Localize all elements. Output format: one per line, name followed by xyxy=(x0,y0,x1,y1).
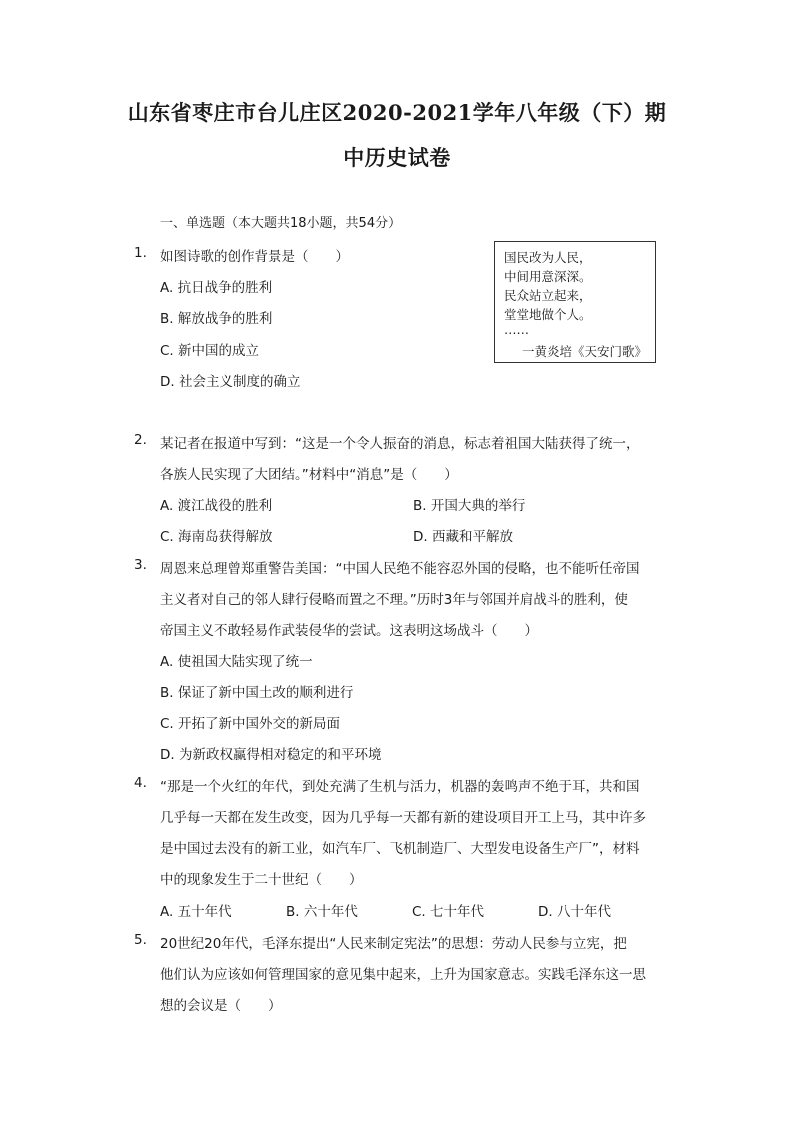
option-d[interactable]: D. 西藏和平解放 xyxy=(413,529,513,545)
option-b[interactable]: B. 开国大典的举行 xyxy=(413,498,526,514)
poem-figure xyxy=(494,241,656,363)
question-stem: 帝国主义不敢轻易作武装侵华的尝试。这表明这场战斗（ ） xyxy=(160,623,538,639)
question-number: 2. xyxy=(134,432,147,448)
option-d[interactable]: D. 为新政权赢得相对稳定的和平环境 xyxy=(160,747,382,763)
poem-line: 国民改为人民， xyxy=(504,250,592,265)
poem-source: 一黄炎培《天安门歌》 xyxy=(521,344,647,359)
question-stem: “那是一个火红的年代，到处充满了生机与活力，机器的轰鸣声不绝于耳，共和国 xyxy=(160,779,640,795)
option-a[interactable]: A. 渡江战役的胜利 xyxy=(160,498,273,514)
question-stem: 各族人民实现了大团结。”材料中“消息”是（ ） xyxy=(160,467,458,483)
question-number: 3. xyxy=(134,557,147,573)
option-a[interactable]: A. 抗日战争的胜利 xyxy=(160,280,273,296)
question-stem: 20世纪20年代，毛泽东提出“人民来制定宪法”的思想：劳动人民参与立宪，把 xyxy=(160,936,627,952)
question-stem: 如图诗歌的创作背景是（ ） xyxy=(160,249,349,265)
poem-line: 民众站立起来， xyxy=(504,288,592,303)
option-c[interactable]: C. 七十年代 xyxy=(412,904,485,920)
question-stem: 某记者在报道中写到：“这是一个令人振奋的消息，标志着祖国大陆获得了统一， xyxy=(160,436,640,452)
question-stem: 他们认为应该如何管理国家的意见集中起来，上升为国家意志。实践毛泽东这一思 xyxy=(160,967,646,983)
option-a[interactable]: A. 使祖国大陆实现了统一 xyxy=(160,654,313,670)
option-b[interactable]: B. 六十年代 xyxy=(286,904,358,920)
poem-line: 堂堂地做个人。 xyxy=(504,307,592,322)
option-b[interactable]: B. 解放战争的胜利 xyxy=(160,311,273,327)
question-stem: 周恩来总理曾郑重警告美国：“中国人民绝不能容忍外国的侵略，也不能听任帝国 xyxy=(160,561,640,577)
question-number: 4. xyxy=(134,775,147,791)
question-stem: 是中国过去没有的新工业，如汽车厂、飞机制造厂、大型发电设备生产厂”，材料 xyxy=(160,841,640,857)
option-c[interactable]: C. 海南岛获得解放 xyxy=(160,529,273,545)
question-stem: 想的会议是（ ） xyxy=(160,998,282,1014)
question-stem: 主义者对自己的邻人肆行侵略而置之不理。”历时3年与邻国并肩战斗的胜利，使 xyxy=(160,592,628,608)
poem-line: 中间用意深深。 xyxy=(504,269,592,284)
option-c[interactable]: C. 开拓了新中国外交的新局面 xyxy=(160,716,341,732)
question-number: 5. xyxy=(134,932,147,948)
section-heading: 一、单选题（本大题共18小题，共54分） xyxy=(160,216,402,231)
exam-title-line-2: 中历史试卷 xyxy=(343,145,451,170)
option-b[interactable]: B. 保证了新中国土改的顺利进行 xyxy=(160,685,354,701)
option-c[interactable]: C. 新中国的成立 xyxy=(160,343,260,359)
option-d[interactable]: D. 八十年代 xyxy=(538,904,611,920)
option-a[interactable]: A. 五十年代 xyxy=(160,904,232,920)
poem-line: …… xyxy=(504,322,529,337)
exam-title-line-1: 山东省枣庄市台儿庄区2020-2021学年八年级（下）期 xyxy=(127,100,667,125)
question-number: 1. xyxy=(134,245,147,261)
question-stem: 中的现象发生于二十世纪（ ） xyxy=(160,872,363,888)
option-d[interactable]: D. 社会主义制度的确立 xyxy=(160,374,301,390)
question-stem: 几乎每一天都在发生改变，因为几乎每一天都有新的建设项目开工上马，其中许多 xyxy=(160,810,646,826)
